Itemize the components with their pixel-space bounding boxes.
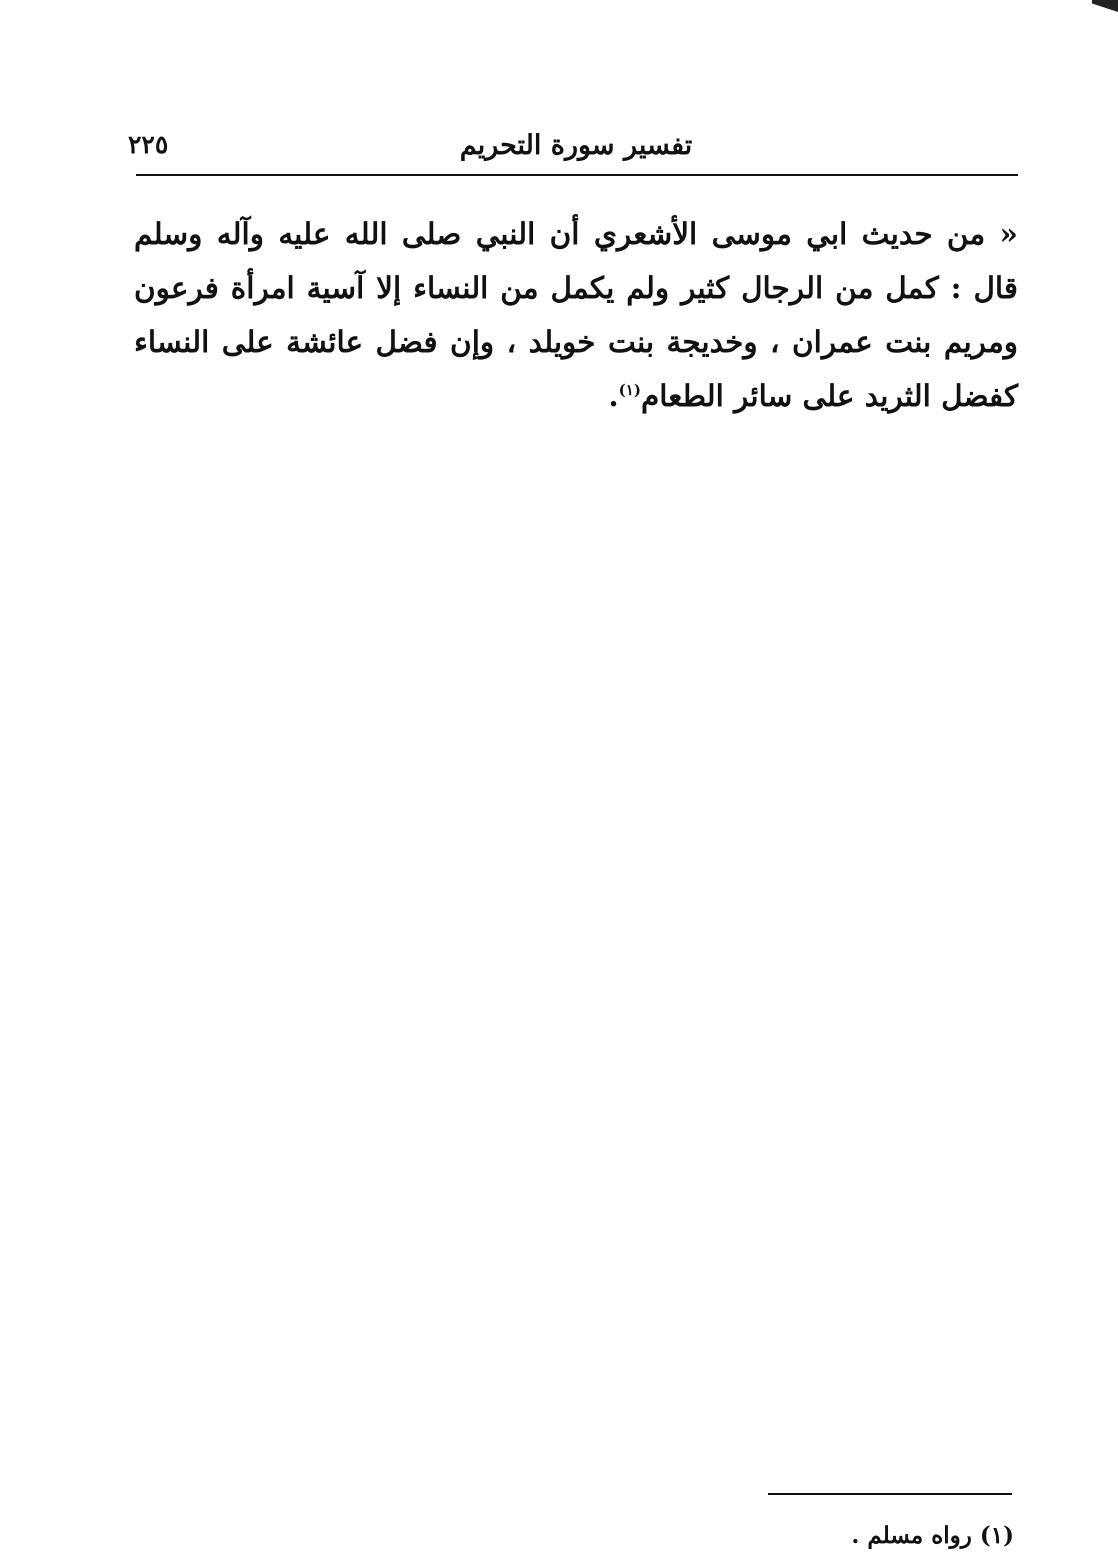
running-header bbox=[128, 128, 1016, 172]
paragraph-text: « من حديث ابي موسى الأشعري أن النبي صلى الله عليه وآله وسلم قال : كمل من الرجال كثير ولم يكمل من النساء إلا آسية امرأة فرعون ومريم بنت عمران ، وخديجة بنت خويلد ، وإن فضل عائشة على النساء كفضل الثريد على سائر الطعام bbox=[134, 216, 1018, 413]
header-rule bbox=[136, 174, 1018, 176]
footnote-1 bbox=[851, 1522, 1014, 1549]
closing-punctuation: . bbox=[608, 378, 619, 413]
footnote-rule bbox=[768, 1493, 1012, 1495]
chapter-title: تفسير سورة التحريم bbox=[459, 130, 693, 161]
scan-corner-mark bbox=[1092, 0, 1118, 12]
page-number: ٢٢٥ bbox=[128, 130, 169, 159]
body-paragraph bbox=[134, 207, 1018, 423]
footnote-marker: (١) bbox=[979, 1522, 1014, 1549]
footnote-reference[interactable]: (١) bbox=[618, 381, 641, 400]
footnote-text: رواه مسلم . bbox=[851, 1522, 972, 1549]
